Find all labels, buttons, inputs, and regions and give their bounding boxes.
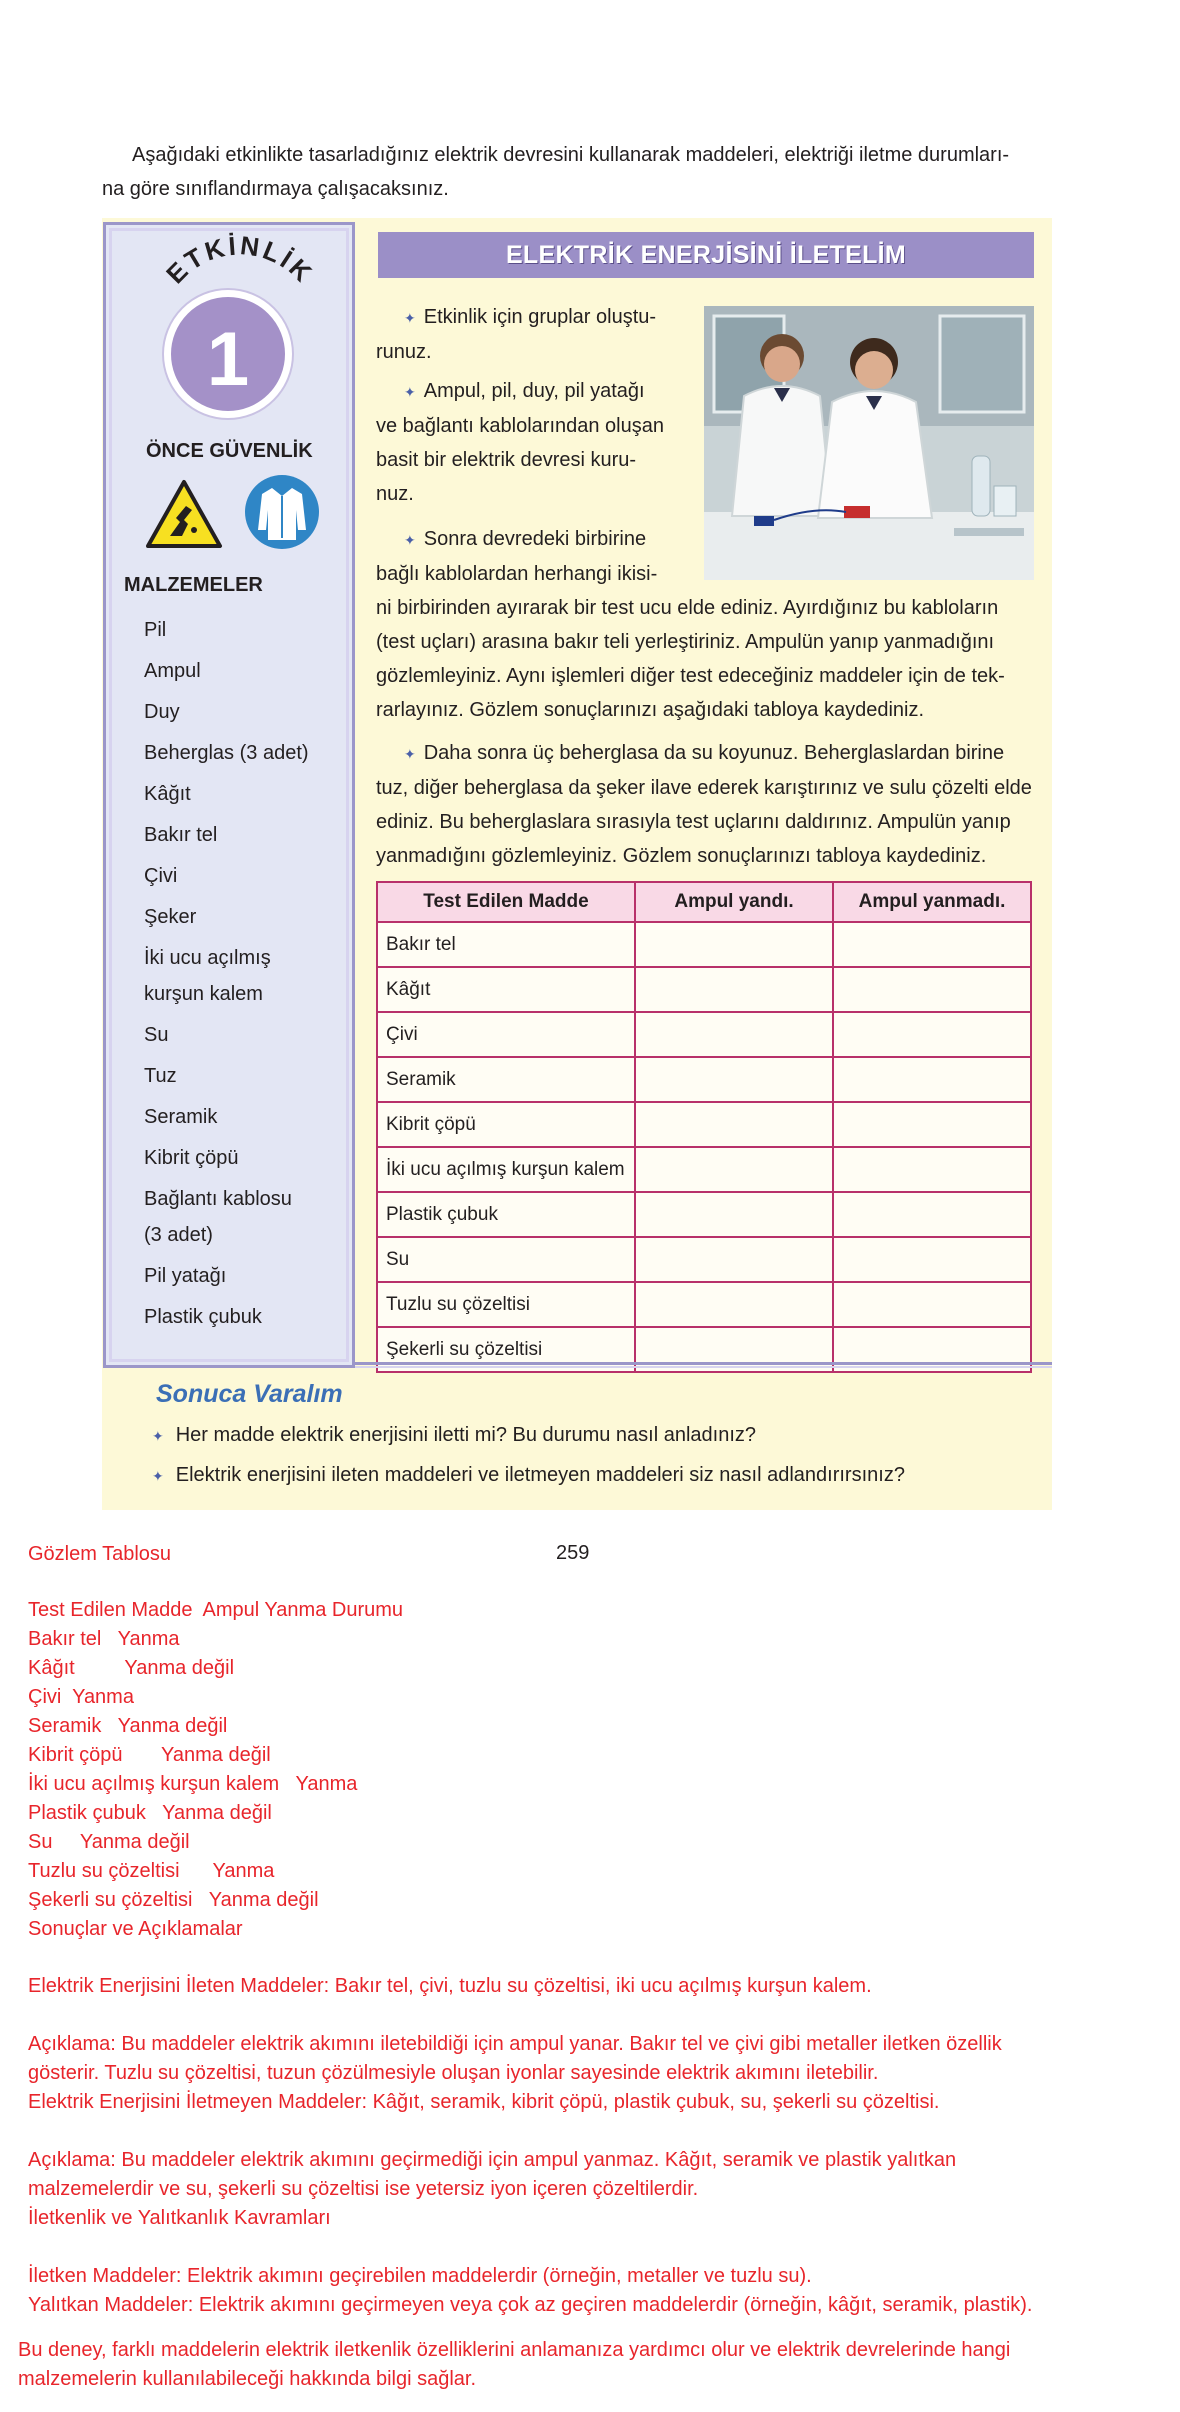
bullet-icon: ✦ — [152, 1468, 164, 1484]
lab-coat-icon — [244, 474, 320, 550]
bullet-icon: ✦ — [404, 384, 416, 400]
table-cell: Plastik çubuk — [377, 1192, 635, 1237]
notes-row: Plastik çubuk Yanma değil — [28, 1802, 272, 1824]
notes-conductors: İletken Maddeler: Elektrik akımını geçirebilen maddelerdir (örneğin, metaller ve tuzlu su). — [28, 2265, 812, 2287]
answer-cell[interactable] — [833, 1102, 1031, 1147]
material-item: Su — [144, 1024, 169, 1046]
step-1 — [376, 300, 696, 369]
answer-cell[interactable] — [833, 1057, 1031, 1102]
material-item: Ampul — [144, 660, 201, 682]
answer-cell[interactable] — [833, 1012, 1031, 1057]
step-line: tuz, diğer beherglasa da şeker ilave ederek karıştırınız ve sulu çözelti elde — [376, 777, 1032, 799]
intro-paragraph — [102, 138, 1054, 206]
answer-cell[interactable] — [833, 967, 1031, 1012]
table-row — [377, 967, 1031, 1012]
step-line: bağlı kablolardan herhangi ikisi- — [376, 563, 658, 585]
activity-number-badge: 1 — [164, 290, 292, 418]
answer-cell[interactable] — [635, 1057, 833, 1102]
notes-row: Su Yanma değil — [28, 1831, 190, 1853]
answer-cell[interactable] — [635, 1192, 833, 1237]
table-cell: Bakır tel — [377, 922, 635, 967]
step-line: gözlemleyiniz. Aynı işlemleri diğer test edeceğiniz maddeler için de tek- — [376, 665, 1005, 687]
material-item: Pil yatağı — [144, 1265, 227, 1287]
notes-row: Bakır tel Yanma — [28, 1628, 180, 1650]
material-item: Şeker — [144, 906, 197, 928]
question-text: Elektrik enerjisini ileten maddeleri ve iletmeyen maddeleri siz nasıl adlandırırsınız? — [175, 1464, 905, 1486]
intro-line: na göre sınıflandırmaya çalışacaksınız. — [102, 178, 449, 200]
notes-row: Kâğıt Yanma değil — [28, 1657, 235, 1679]
step-3 — [376, 522, 1036, 727]
notes-explanation: Açıklama: Bu maddeler elektrik akımını geçirmediği için ampul yanmaz. Kâğıt, seramik ve plastik yalıtkan — [28, 2149, 957, 2171]
step-line: ni birbirinden ayırarak bir test ucu elde ediniz. Ayırdığınız bu kabloların — [376, 597, 999, 619]
material-item: Bakır tel — [144, 824, 218, 846]
step-line: Ampul, pil, duy, pil yatağı — [423, 380, 645, 402]
bullet-icon: ✦ — [152, 1428, 164, 1444]
material-item: İki ucu açılmış kurşun kalem — [144, 947, 271, 1005]
step-4 — [376, 736, 1036, 873]
section-divider — [355, 1362, 1052, 1368]
intro-line: Aşağıdaki etkinlikte tasarladığınız elektrik devresini kullanarak maddeleri, elektriği iletme durumları- — [132, 144, 1010, 166]
step-line: Daha sonra üç beherglasa da su koyunuz. Beherglaslardan birine — [423, 742, 1005, 764]
notes-conducting: Elektrik Enerjisini İleten Maddeler: Bakır tel, çivi, tuzlu su çözeltisi, iki ucu açılmış kurşun kalem. — [28, 1975, 872, 1997]
table-cell: Kâğıt — [377, 967, 635, 1012]
question-text: Her madde elektrik enerjisini iletti mi? Bu durumu nasıl anladınız? — [175, 1424, 757, 1446]
notes-title: Gözlem Tablosu — [28, 1543, 172, 1565]
step-line: Sonra devredeki birbirine — [423, 528, 647, 550]
table-row — [377, 1057, 1031, 1102]
notes-row: Kibrit çöpü Yanma değil — [28, 1744, 271, 1766]
table-cell: Çivi — [377, 1012, 635, 1057]
step-line: ediniz. Bu beherglaslara sırasıyla test uçlarını daldırınız. Ampulün yanıp — [376, 811, 1011, 833]
column-header: Test Edilen Madde — [377, 882, 635, 922]
answer-cell[interactable] — [833, 1237, 1031, 1282]
answer-cell[interactable] — [635, 1282, 833, 1327]
answer-cell[interactable] — [635, 1012, 833, 1057]
material-item: Çivi — [144, 865, 178, 887]
notes-row: Şekerli su çözeltisi Yanma değil — [28, 1889, 319, 1911]
material-item: Duy — [144, 701, 180, 723]
notes-summary: Bu deney, farklı maddelerin elektrik iletkenlik özelliklerini anlamanıza yardımcı olur ve elektrik devrelerinde hangi — [18, 2339, 1011, 2361]
answer-cell[interactable] — [635, 1237, 833, 1282]
bullet-icon: ✦ — [404, 746, 416, 762]
table-header-row — [377, 882, 1031, 922]
conclusion-heading: Sonuca Varalım — [156, 1380, 343, 1408]
material-item: Pil — [144, 619, 167, 641]
material-item: Seramik — [144, 1106, 218, 1128]
notes-explanation: malzemelerdir ve su, şekerli su çözeltisi ise yetersiz iyon içeren çözeltilerdir. — [28, 2178, 699, 2200]
step-line: nuz. — [376, 483, 414, 505]
table-row — [377, 922, 1031, 967]
answer-cell[interactable] — [833, 1147, 1031, 1192]
table-cell: Kibrit çöpü — [377, 1102, 635, 1147]
answer-cell[interactable] — [635, 1147, 833, 1192]
safety-heading: ÖNCE GÜVENLİK — [146, 440, 313, 462]
notes-row: Tuzlu su çözeltisi Yanma — [28, 1860, 275, 1882]
step-2 — [376, 374, 696, 511]
conclusion-question — [152, 1464, 905, 1487]
table-row — [377, 1012, 1031, 1057]
table-row — [377, 1102, 1031, 1147]
answer-cell[interactable] — [833, 1192, 1031, 1237]
notes-table-header: Test Edilen Madde Ampul Yanma Durumu — [28, 1599, 404, 1621]
activity-title: ELEKTRİK ENERJİSİNİ İLETELİM — [378, 232, 1034, 278]
notes-nonconducting: Elektrik Enerjisini İletmeyen Maddeler: Kâğıt, seramik, kibrit çöpü, plastik çubuk, su, şekerli su çözeltisi. — [28, 2091, 940, 2113]
table-row — [377, 1237, 1031, 1282]
notes-insulators: Yalıtkan Maddeler: Elektrik akımını geçirmeyen veya çok az geçiren maddelerdir (örneğin, kâğıt, seramik, plastik). — [28, 2294, 1033, 2316]
step-line: basit bir elektrik devresi kuru- — [376, 449, 637, 471]
table-cell: Şekerli su çözeltisi — [377, 1327, 635, 1372]
answer-cell[interactable] — [833, 1282, 1031, 1327]
table-cell: Seramik — [377, 1057, 635, 1102]
table-cell: İki ucu açılmış kurşun kalem — [377, 1147, 635, 1192]
notes-row: İki ucu açılmış kurşun kalem Yanma — [28, 1773, 358, 1795]
bullet-icon: ✦ — [404, 310, 416, 326]
answer-cell[interactable] — [635, 1102, 833, 1147]
column-header: Ampul yandı. — [635, 882, 833, 922]
answer-cell[interactable] — [635, 967, 833, 1012]
conclusion-question — [152, 1424, 756, 1447]
step-line: Etkinlik için gruplar oluştu- — [423, 306, 657, 328]
material-item: Beherglas (3 adet) — [144, 742, 309, 764]
step-line: ve bağlantı kablolarından oluşan — [376, 415, 664, 437]
materials-list — [144, 612, 344, 1340]
material-item: Plastik çubuk — [144, 1306, 262, 1328]
material-item: Kâğıt — [144, 783, 191, 805]
notes-concepts-title: İletkenlik ve Yalıtkanlık Kavramları — [28, 2207, 331, 2229]
step-line: runuz. — [376, 341, 432, 363]
answer-cell[interactable] — [833, 922, 1031, 967]
table-row — [377, 1147, 1031, 1192]
notes-explanation: Açıklama: Bu maddeler elektrik akımını iletebildiği için ampul yanar. Bakır tel ve çivi gibi metaller iletken özellik — [28, 2033, 1002, 2055]
step-line: rarlayınız. Gözlem sonuçlarınızı aşağıdaki tabloya kaydediniz. — [376, 699, 925, 721]
materials-heading: MALZEMELER — [124, 574, 263, 596]
material-item: Kibrit çöpü — [144, 1147, 239, 1169]
notes-row: Seramik Yanma değil — [28, 1715, 228, 1737]
notes-results-title: Sonuçlar ve Açıklamalar — [28, 1918, 243, 1940]
hazard-warning-icon — [144, 478, 224, 550]
svg-text:ETKİNLİK: ETKİNLİK — [160, 232, 320, 290]
notes-row: Çivi Yanma — [28, 1686, 134, 1708]
page-number: 259 — [556, 1542, 590, 1564]
table-row — [377, 1192, 1031, 1237]
material-item: Tuz — [144, 1065, 177, 1087]
table-cell: Su — [377, 1237, 635, 1282]
column-header: Ampul yanmadı. — [833, 882, 1031, 922]
material-item: Bağlantı kablosu (3 adet) — [144, 1188, 292, 1246]
table-row — [377, 1282, 1031, 1327]
step-line: (test uçları) arasına bakır teli yerleştiriniz. Ampulün yanıp yanmadığını — [376, 631, 995, 653]
table-cell: Tuzlu su çözeltisi — [377, 1282, 635, 1327]
notes-explanation: gösterir. Tuzlu su çözeltisi, tuzun çözülmesiyle oluşan iyonlar sayesinde elektrik akımını iletebilir. — [28, 2062, 879, 2084]
notes-summary: malzemelerin kullanılabileceği hakkında bilgi sağlar. — [18, 2368, 477, 2390]
step-line: yanmadığını gözlemleyiniz. Gözlem sonuçlarınızı tabloya kaydediniz. — [376, 845, 987, 867]
bullet-icon: ✦ — [404, 532, 416, 548]
answer-cell[interactable] — [635, 922, 833, 967]
observation-table — [376, 881, 1032, 1373]
